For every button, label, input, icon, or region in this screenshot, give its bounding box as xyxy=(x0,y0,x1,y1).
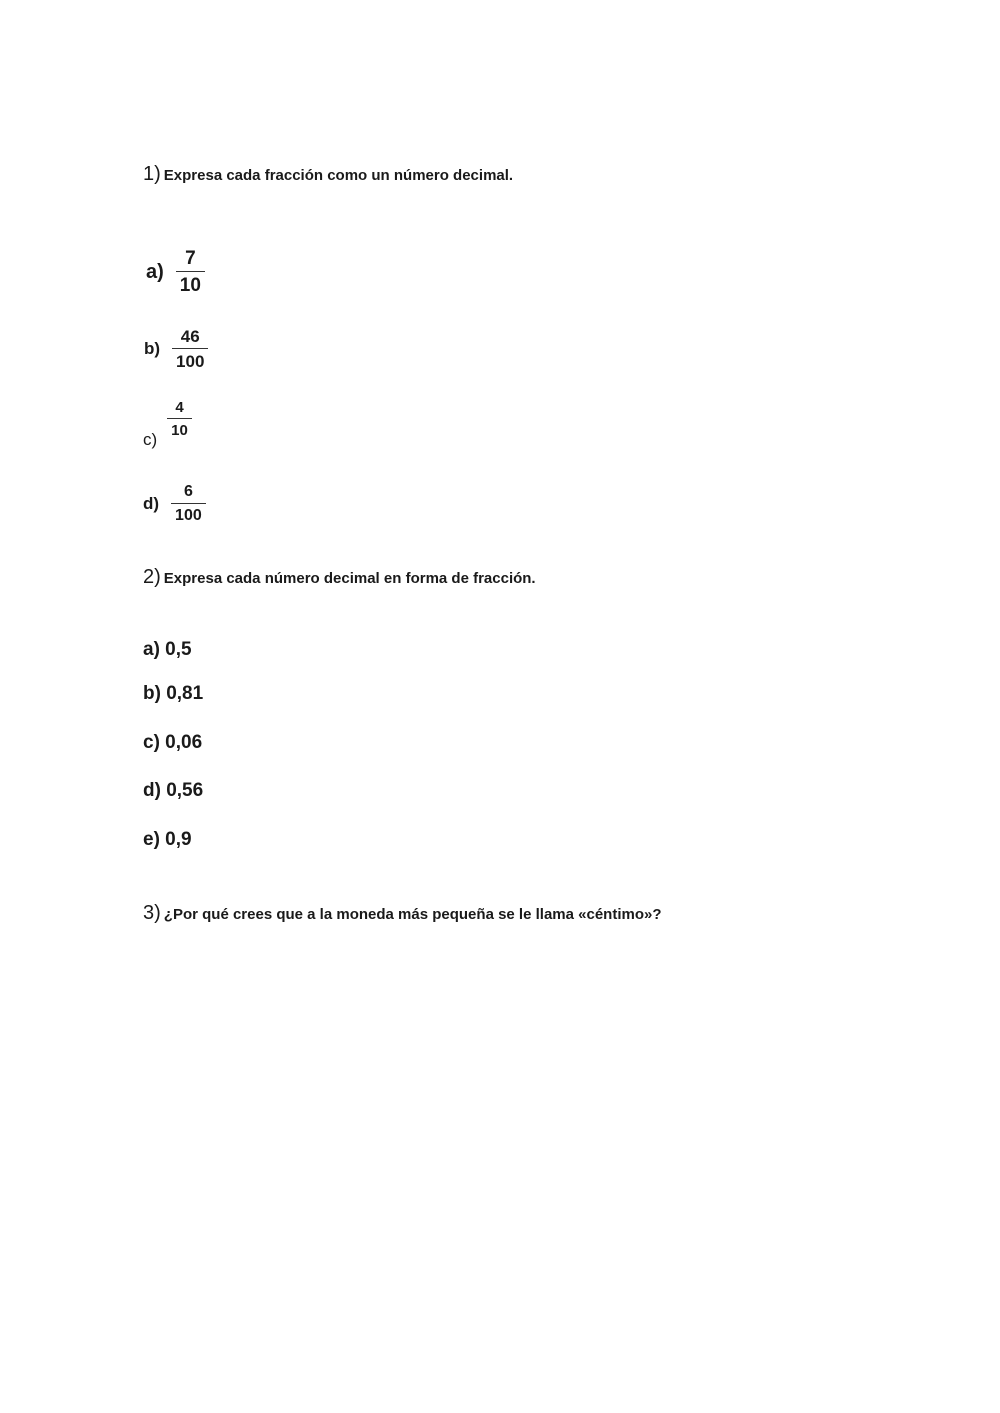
fraction-item-b xyxy=(144,328,208,370)
decimal-item-a: a) 0,5 xyxy=(143,639,192,660)
question-number: 3) xyxy=(143,902,161,924)
fraction xyxy=(176,249,205,295)
numerator: 4 xyxy=(175,399,184,416)
decimal-item-c: c) 0,06 xyxy=(143,732,203,753)
decimal-item-e: e) 0,9 xyxy=(143,829,192,850)
decimal-item-d: d) 0,56 xyxy=(143,780,204,801)
item-label: a) xyxy=(146,260,164,283)
numerator: 46 xyxy=(180,327,200,346)
question-text: Expresa cada número decimal en forma de fracción. xyxy=(163,570,536,587)
denominator: 100 xyxy=(176,352,205,371)
item-label: c) xyxy=(143,430,158,449)
numerator: 6 xyxy=(183,483,193,500)
decimal-item-b: b) 0,81 xyxy=(143,683,204,704)
denominator: 10 xyxy=(171,422,188,439)
question-1-heading xyxy=(143,163,513,186)
fraction xyxy=(172,328,208,370)
fraction-item-d xyxy=(143,484,206,524)
question-2-heading xyxy=(143,566,536,589)
fraction xyxy=(167,400,192,438)
fraction-item-a xyxy=(146,249,205,295)
item-label: d) xyxy=(143,494,160,513)
question-text: ¿Por qué crees que a la moneda más pequeña se le llama «céntimo»? xyxy=(163,906,662,923)
numerator: 7 xyxy=(185,248,196,269)
question-number: 1) xyxy=(143,163,161,185)
denominator: 100 xyxy=(175,507,202,524)
denominator: 10 xyxy=(179,275,201,296)
question-text: Expresa cada fracción como un número decimal. xyxy=(163,167,514,184)
question-3-heading xyxy=(143,902,662,925)
fraction xyxy=(171,484,206,524)
item-label: b) xyxy=(144,339,161,358)
question-number: 2) xyxy=(143,566,161,588)
fraction-item-c xyxy=(143,399,192,449)
